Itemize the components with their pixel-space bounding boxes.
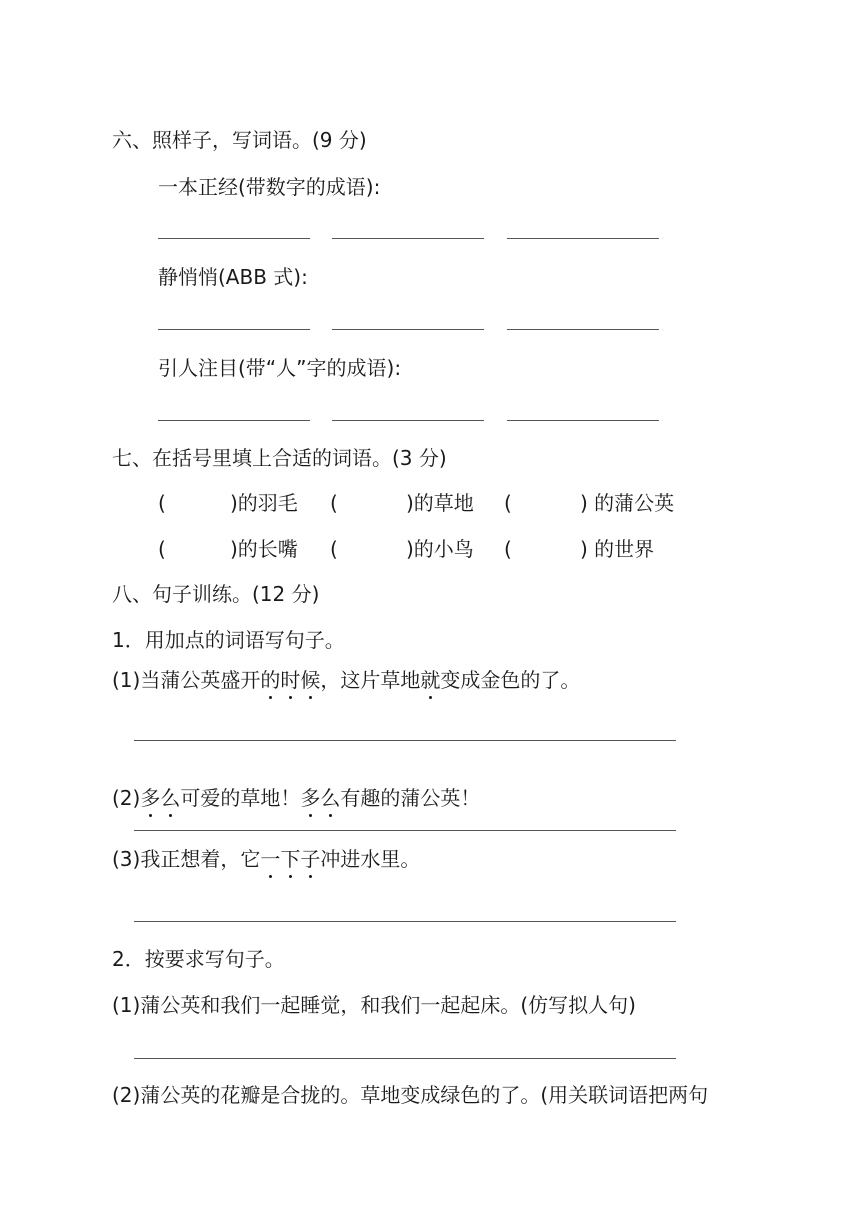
item-label-numeric-idiom: 一本正经(带数字的成语): [158,175,381,199]
blank-close-grass: )的草地 [406,491,474,515]
answer-line[interactable] [134,921,676,922]
dotted-char: 么 [160,786,181,810]
blank-close-dandelion: ) 的蒲公英 [580,491,675,515]
dotted-char: 多 [300,786,321,810]
blank-open-paren[interactable]: ( [504,491,512,515]
dotted-char: 多 [140,786,161,810]
section7-title: 七、在括号里填上合适的词语。(3 分) [112,446,447,470]
blank-open-paren[interactable]: ( [504,537,512,561]
item-label-ren-idiom: 引人注目(带“人”字的成语): [158,356,402,380]
dotted-char: 子 [300,847,321,871]
dotted-char: 候 [300,668,321,692]
part2-heading: 2．按要求写句子。 [112,947,285,971]
answer-line[interactable] [134,740,676,741]
question-1-2: (2)多么可爱的草地！多么有趣的蒲公英！ [112,786,481,810]
answer-line[interactable] [507,238,659,239]
answer-line[interactable] [507,420,659,421]
item-label-abb: 静悄悄(ABB 式): [158,265,308,289]
blank-close-world: ) 的世界 [580,537,655,561]
blank-open-paren[interactable]: ( [158,537,166,561]
blank-open-paren[interactable]: ( [158,491,166,515]
answer-line[interactable] [158,420,310,421]
dotted-char: 下 [280,847,301,871]
answer-line[interactable] [332,238,484,239]
blank-open-paren[interactable]: ( [330,491,338,515]
dotted-char: 一 [260,847,281,871]
dotted-char: 的 [260,668,281,692]
section8-title: 八、句子训练。(12 分) [112,582,320,606]
answer-line[interactable] [134,1058,676,1059]
dotted-char: 么 [320,786,341,810]
answer-line[interactable] [134,830,676,831]
answer-line[interactable] [332,329,484,330]
blank-close-beak: )的长嘴 [230,537,298,561]
question-2-1: (1)蒲公英和我们一起睡觉，和我们一起起床。(仿写拟人句) [112,993,636,1017]
section6-title: 六、照样子，写词语。(9 分) [112,128,367,152]
answer-line[interactable] [332,420,484,421]
answer-line[interactable] [158,238,310,239]
blank-close-feather: )的羽毛 [230,491,298,515]
dotted-char: 就 [420,668,441,692]
question-2-2: (2)蒲公英的花瓣是合拢的。草地变成绿色的了。(用关联词语把两句 [112,1083,709,1107]
question-1-3: (3)我正想着，它一下子冲进水里。 [112,847,421,871]
question-1-1: (1)当蒲公英盛开的时候，这片草地就变成金色的了。 [112,668,581,692]
blank-close-bird: )的小鸟 [406,537,474,561]
part1-heading: 1．用加点的词语写句子。 [112,628,345,652]
answer-line[interactable] [158,329,310,330]
dotted-char: 时 [280,668,301,692]
blank-open-paren[interactable]: ( [330,537,338,561]
answer-line[interactable] [507,329,659,330]
